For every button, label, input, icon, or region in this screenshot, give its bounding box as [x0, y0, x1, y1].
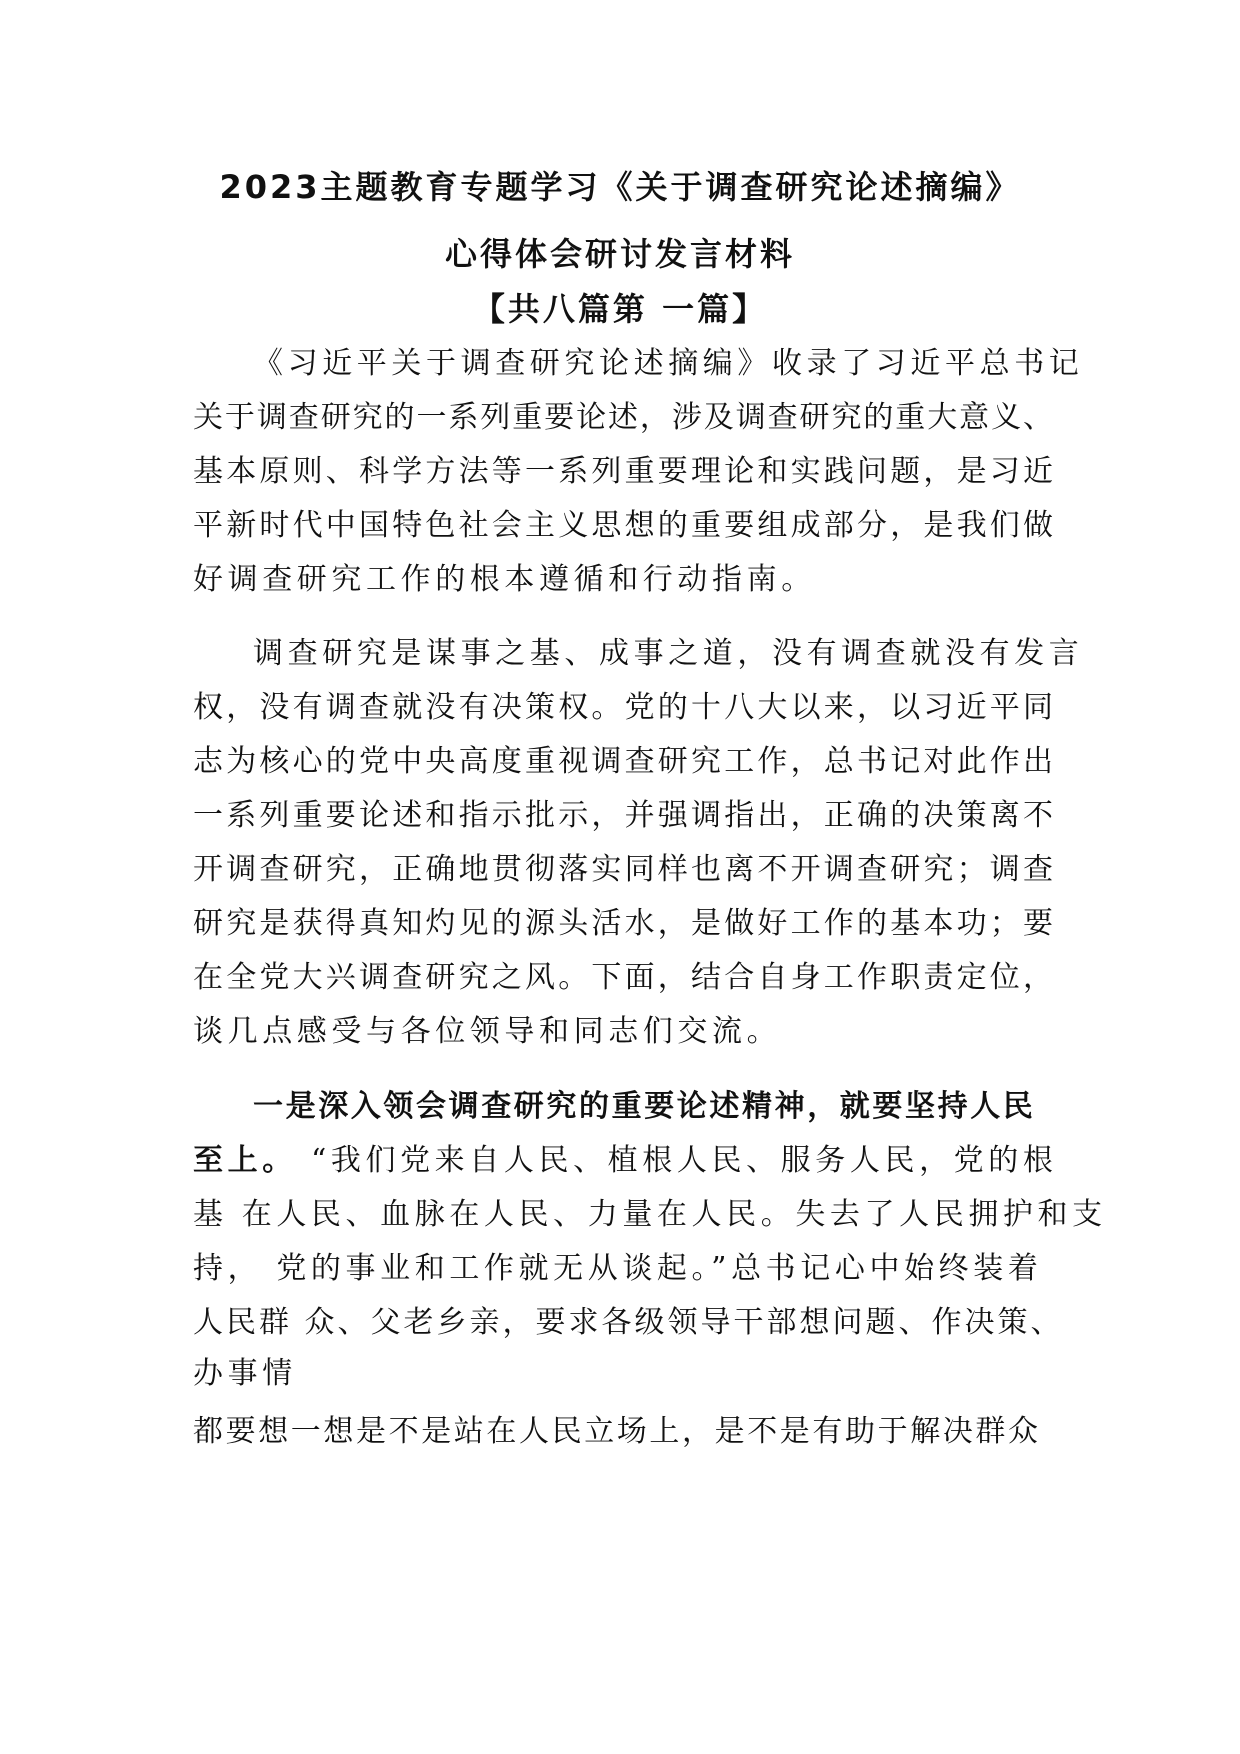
para1-line: 好调查研究工作的根本遵循和行动指南。 [193, 562, 816, 597]
para2-line: 谈几点感受与各位领导和同志们交流。 [193, 1014, 782, 1049]
para1-line: 《习近平关于调查研究论述摘编》收录了习近平总书记 [253, 346, 1084, 381]
document-title-line-2: 心得体会研讨发言材料 [444, 235, 795, 273]
para3-line: 办事情 [193, 1356, 297, 1391]
para3-line: 基 在人民、血脉在人民、力量在人民。失去了人民拥护和支 [193, 1197, 1107, 1232]
para2-line: 开调查研究，正确地贯彻落实同样也离不开调查研究；调查 [193, 852, 1053, 887]
para2-line: 权，没有调查就没有决策权。党的十八大以来，以习近平同 [193, 690, 1053, 725]
document-subtitle: 【共八篇第 一篇】 [472, 290, 768, 328]
para1-line: 平新时代中国特色社会主义思想的重要组成部分，是我们做 [193, 508, 1053, 543]
para2-line: 研究是获得真知灼见的源头活水，是做好工作的基本功；要 [193, 906, 1053, 941]
para1-line: 基本原则、科学方法等一系列重要理论和实践问题，是习近 [193, 454, 1053, 489]
para1-line: 关于调查研究的一系列重要论述，涉及调查研究的重大意义、 [193, 400, 1053, 435]
para2-line: 调查研究是谋事之基、成事之道，没有调查就没有发言 [253, 636, 1084, 671]
para3-bold-lead: 至上。 [193, 1143, 297, 1178]
para3-line-2-rest: “我们党来自人民、植根人民、服务人民，党的根 [296, 1143, 1058, 1178]
document-title-line-1: 2023主题教育专题学习《关于调查研究论述摘编》 [219, 168, 1021, 206]
para2-line: 志为核心的党中央高度重视调查研究工作，总书记对此作出 [193, 744, 1053, 779]
para3-line: 人民群 众、父老乡亲，要求各级领导干部想问题、作决策、 [193, 1305, 1064, 1340]
para3-line [193, 1141, 1058, 1181]
para3-line: 都要想一想是不是站在人民立场上，是不是有助于解决群众 [193, 1414, 1041, 1449]
para2-line: 在全党大兴调查研究之风。下面，结合自身工作职责定位， [193, 960, 1053, 995]
para3-bold-heading: 一是深入领会调查研究的重要论述精神，就要坚持人民 [253, 1089, 1036, 1124]
para2-line: 一系列重要论述和指示批示，并强调指出，正确的决策离不 [193, 798, 1053, 833]
para3-line: 持， 党的事业和工作就无从谈起。”总书记心中始终装着 [193, 1251, 1043, 1286]
